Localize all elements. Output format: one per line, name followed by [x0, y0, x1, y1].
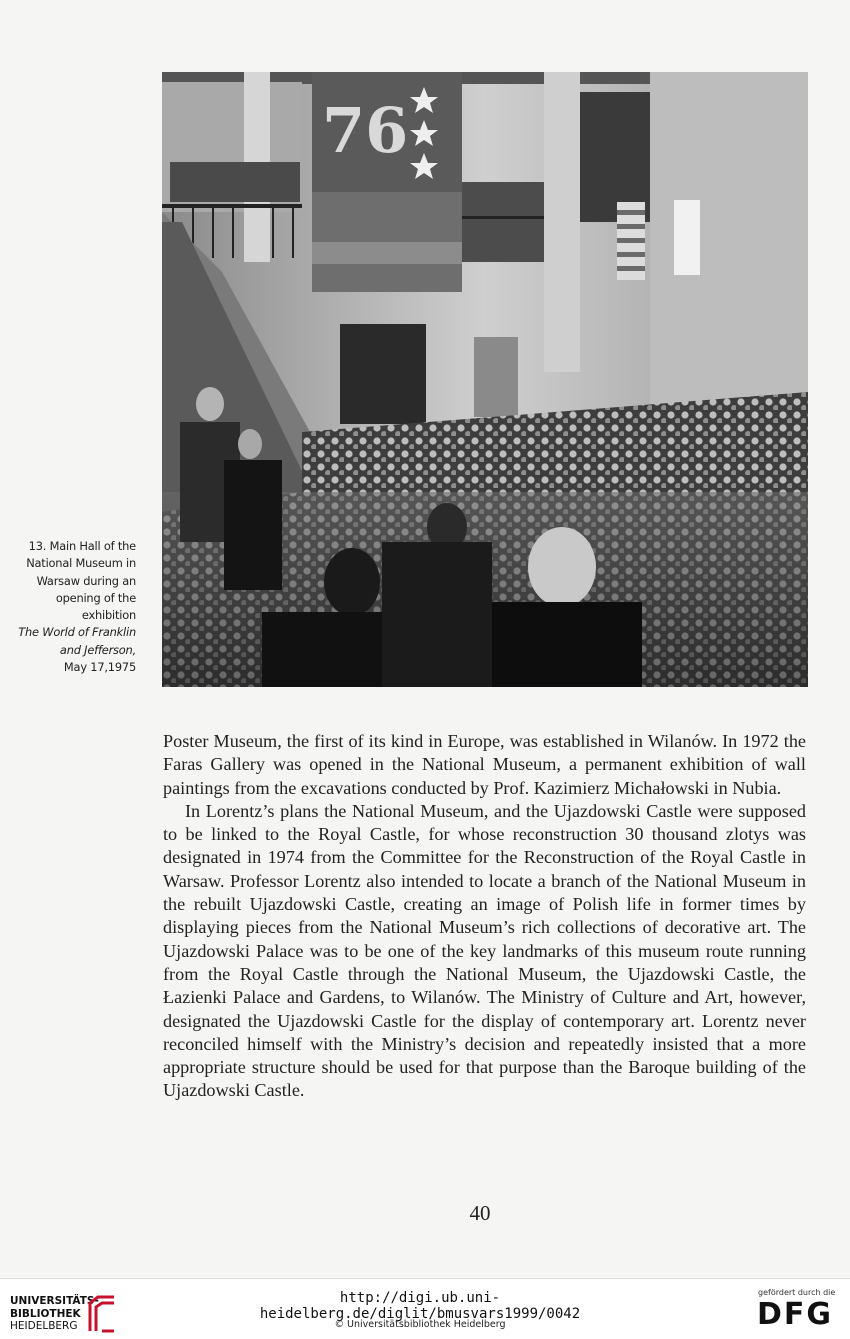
library-logo-icon — [86, 1293, 118, 1338]
exhibition-photo — [162, 72, 808, 687]
caption-line: exhibition — [81, 608, 136, 623]
caption-line: 13. Main Hall of the — [28, 539, 136, 553]
caption-line: Warsaw during an — [36, 573, 136, 588]
figure-caption — [8, 538, 136, 676]
caption-line: opening of the — [55, 590, 136, 605]
caption-line: National Museum in — [26, 556, 136, 571]
library-name-line: BIBLIOTHEK — [10, 1307, 81, 1320]
caption-exhibition-title: and Jefferson, — [59, 642, 136, 657]
funding-note: gefördert durch die — [758, 1288, 836, 1297]
dfg-logo[interactable]: DFG — [757, 1297, 834, 1332]
permalink-url[interactable]: http://digi.ub.uni-heidelberg.de/diglit/bmusvars1999/0042 — [259, 1290, 581, 1322]
paragraph: Poster Museum, the first of its kind in Europe, was established in Wilanów. In 1972 the Faras Gallery was opened in the National Museum, a permanent exhibition of wall paintings from the excavations conducted by Prof. Kazimierz Michałowski in Nubia. — [163, 731, 806, 798]
library-name-line: HEIDELBERG — [10, 1320, 78, 1332]
paragraph: In Lorentz’s plans the National Museum, and the Ujazdowski Castle were supposed to be linked to the Royal Castle, for whose reconstruction 30 thousand zlotys was designated in 1974 from the Committee for the Reconstruction of the Royal Castle in Warsaw. Professor Lorentz also intended to locate a branch of the National Museum in the rebuilt Ujazdowski Castle, creating an image of Polish life in former times by displaying pieces from the National Museum’s rich collections of decorative art. The Ujazdowski Palace was to be one of the key landmarks of this museum route running from the Royal Castle through the National Museum, the Ujazdowski Castle, the Łazienki Palace and Gardens, to Wilanów. The Ministry of Culture and Art, however, designated the Ujazdowski Castle for the display of contemporary art. Lorentz never reconciled himself with the Ministry’s decision and repeatedly insisted that a more appropriate structure should be used for that purpose than the Baroque building of the Ujazdowski Castle. — [163, 800, 806, 1101]
page-number: 40 — [469, 1201, 491, 1225]
body-text — [163, 730, 806, 1103]
banner-number: 76 — [322, 94, 409, 167]
caption-date: May 17,1975 — [63, 660, 136, 675]
caption-exhibition-title: The World of Franklin — [18, 625, 136, 640]
footer-bar — [0, 1278, 850, 1339]
copyright-notice: © Universitätsbibliothek Heidelberg — [334, 1319, 506, 1330]
library-name-line: UNIVERSITÄTS- — [10, 1295, 99, 1307]
